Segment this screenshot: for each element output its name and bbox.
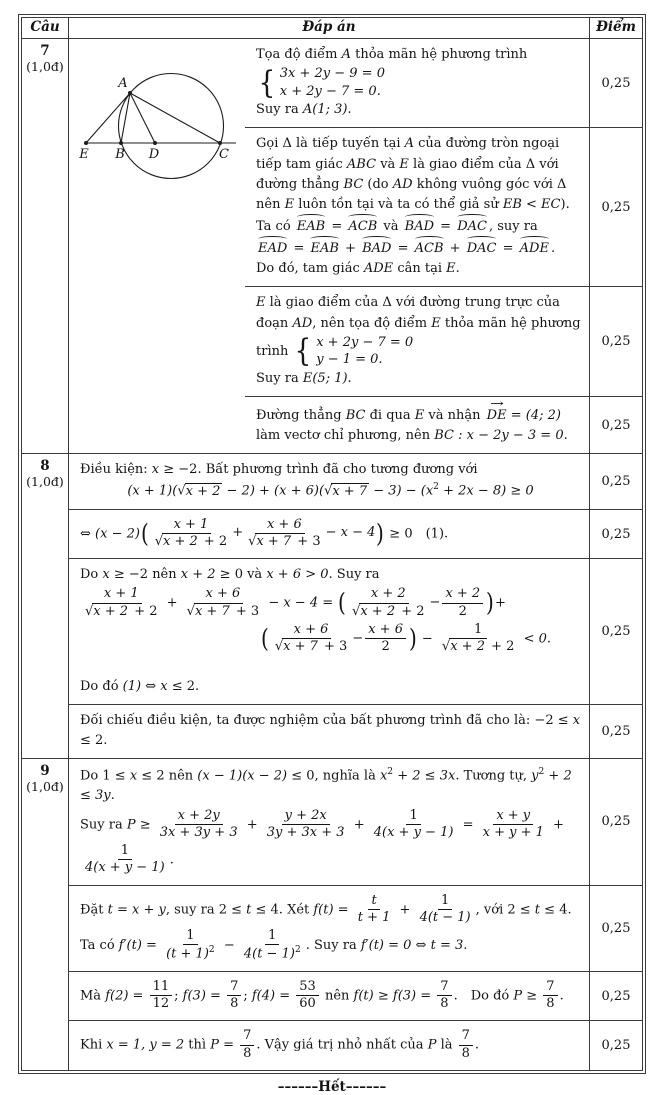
question-points-label: (1,0đ) bbox=[26, 59, 64, 75]
question-number: 7 bbox=[40, 43, 50, 59]
answer-step: Đối chiếu điều kiện, ta được nghiệm của bất phương trình đã cho là: −2 ≤ x ≤ 2. bbox=[69, 704, 589, 758]
question-row-7 bbox=[22, 38, 642, 453]
answer-step: Đường thẳng BC đi qua E và nhận → DE = (4; 2) làm vectơ chỉ phương, nên BC : x − 2y − 3 = 0. bbox=[245, 396, 589, 453]
question-number: 9 bbox=[40, 762, 50, 779]
points-cell: 0,25 bbox=[589, 759, 642, 885]
points-cell: 0,25 bbox=[589, 39, 642, 127]
answer-step: Do x ≥ −2 nên x + 2 ≥ 0 và x + 6 > 0. Suy ra $\frac{x + 1}{√x + 2 + 2}$ + $\frac{x + 6}{√x + 7 + 3}$ − x − 4 = ( $\frac{x + 2}{√x + 2 + 2}$ − $\frac{x + 2}{2}$ ) + ( $\frac{x + 6}{√x + 7 + 3}$ − $\frac{x + 6}{2}$ ) − $\frac{1}{√x + 2 + 2}$ < 0. Do đó (1) ⇔ x ≤ 2. bbox=[69, 558, 589, 703]
segment-AC bbox=[130, 93, 220, 143]
answer-table bbox=[21, 17, 643, 1071]
points-cell: 0,25 bbox=[589, 286, 642, 396]
answer-step: Mà f(2) = $\frac{11}{12}$ ; f(3) = $\frac{7}{8}$ ; f(4) = $\frac{53}{60}$ nên f(t) ≥ f(3) = $\frac{7}{8}$ . Do đó P ≥ $\frac{7}{8}$ . bbox=[69, 971, 589, 1021]
point-C-label: C bbox=[219, 147, 229, 162]
points-cell: 0,25 bbox=[589, 558, 642, 703]
answer-step: Do 1 ≤ x ≤ 2 nên (x − 1)(x − 2) ≤ 0, nghĩa là $x^2 + 2 \le 3x$. Tương tự, $y^2 + 2 \le 3y$. Suy ra P ≥ $\frac{x + 2y}{3x + 3y + 3}$ + $\frac{y + 2x}{3y + 3x + 3}$ + $\frac{1}{4(x + y - 1)}$ = $\frac{x + y}{x + y + 1}$ + $\frac{1}{4(x + y - 1)}$ . bbox=[80, 766, 572, 876]
question-row-8 bbox=[22, 453, 642, 758]
question-row-9 bbox=[22, 758, 642, 1070]
points-cell: 0,25 bbox=[589, 454, 642, 509]
points-cell: 0,25 bbox=[589, 509, 642, 559]
question-points-label: (1,0đ) bbox=[26, 474, 64, 490]
segment-AE bbox=[86, 93, 130, 143]
points-cell: 0,25 bbox=[589, 396, 642, 453]
point-B-dot bbox=[119, 141, 123, 145]
points-cell: 0,25 bbox=[589, 704, 642, 758]
answer-step: Điều kiện: x ≥ −2. Bất phương trình đã cho tương đương với $(x + 1)(√x + 2 - 2) + (x + 6)(√x + 7 - 3) - (x^2 + 2x - 8) \ge 0$ bbox=[80, 462, 534, 499]
answer-step: Khi x = 1, y = 2 thì P = $\frac{7}{8}$ . Vậy giá trị nhỏ nhất của P là $\frac{7}{8}$ . bbox=[69, 1020, 589, 1070]
answer-step: Tọa độ điểm A thỏa mãn hệ phương trình { 3x + 2y − 9 = 0 x + 2y − 7 = 0. Suy ra A(1; 3). bbox=[256, 47, 528, 118]
points-cell: 0,25 bbox=[589, 971, 642, 1021]
header-question-column: Câu bbox=[22, 18, 69, 38]
point-D-label: D bbox=[148, 147, 160, 162]
question-number-cell bbox=[22, 39, 69, 453]
question-number: 8 bbox=[40, 458, 50, 475]
answer-step: ⇔ (x − 2) ( $\frac{x + 1}{√x + 2 + 2}$ + $\frac{x + 6}{√x + 7 + 3}$ − x − 4 ) ≥ 0 (1). bbox=[69, 509, 589, 559]
point-D-dot bbox=[153, 141, 157, 145]
question-points-label: (1,0đ) bbox=[26, 779, 64, 795]
point-B-label: B bbox=[115, 147, 125, 162]
point-E-label: E bbox=[79, 147, 89, 162]
end-marker: ––––––Hết–––––– bbox=[277, 1078, 387, 1095]
triangle-circle-diagram bbox=[73, 45, 245, 183]
geometry-figure bbox=[69, 39, 245, 453]
question-number-cell bbox=[22, 759, 69, 1070]
circumscribed-circle bbox=[119, 74, 224, 179]
point-A-label: A bbox=[118, 76, 128, 91]
answer-step: Đặt t = x + y, suy ra 2 ≤ t ≤ 4. Xét f(t) = $\frac{t}{t + 1}$ + $\frac{1}{4(t - 1)}$ , với 2 ≤ t ≤ 4. Ta có f′(t) = $\frac{1}{(t + 1)^2}$ − $\frac{1}{4(t - 1)^2}$ . Suy ra f′(t) = 0 ⇔ t = 3. bbox=[69, 885, 589, 971]
point-C-dot bbox=[218, 141, 222, 145]
question-number-cell bbox=[22, 454, 69, 758]
header-answer-column: Đáp án bbox=[302, 19, 356, 35]
point-E-dot bbox=[84, 141, 88, 145]
answer-step: Gọi Δ là tiếp tuyến tại A của đường tròn ngoại tiếp tam giác ABC và E là giao điểm của Δ với đường thẳng BC (do AD không vuông góc với Δ nên E luôn tồn tại và ta có thể giả sử EB < EC). Ta có EAB = ACB và BAD = DAC , suy ra EAD = EAB + BAD = ACB + DAC = ADE . Do đó, tam giác ADE cân tại E. bbox=[245, 127, 589, 286]
answer-table-outer-border bbox=[18, 14, 646, 1074]
points-cell: 0,25 bbox=[589, 127, 642, 286]
point-A-dot bbox=[128, 91, 132, 95]
answer-step: E là giao điểm của Δ với đường trung trực của đoạn AD, nên tọa độ điểm E thỏa mãn hệ phương trình { x + 2y − 7 = 0 y − 1 = 0. Suy ra E(5; 1). bbox=[245, 286, 589, 396]
points-cell: 0,25 bbox=[589, 885, 642, 971]
points-cell: 0,25 bbox=[589, 1020, 642, 1070]
table-header-row bbox=[22, 18, 642, 38]
header-points-column: Điểm bbox=[589, 18, 642, 38]
